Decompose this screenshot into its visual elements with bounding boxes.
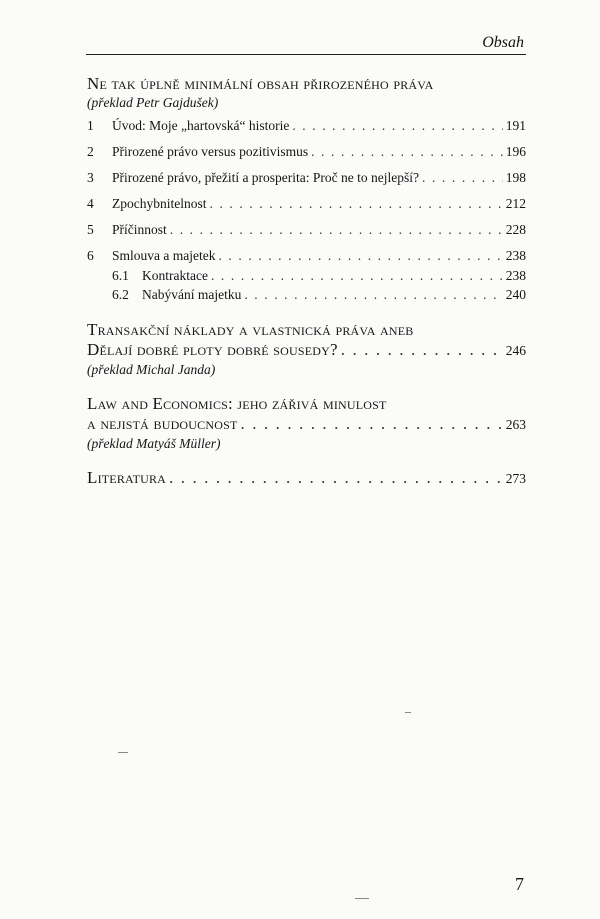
toc-entry-chapter-4[interactable] xyxy=(87,194,526,214)
chapter-title: Zpochybnitelnost xyxy=(112,196,207,211)
dot-leader xyxy=(341,340,503,360)
page-ref: 273 xyxy=(505,471,526,486)
chapter-number: 4 xyxy=(87,196,94,211)
chapter-number: 2 xyxy=(87,144,94,159)
page-ref: 238 xyxy=(505,268,526,283)
page-ref: 238 xyxy=(505,248,526,263)
toc-entry-chapter-3[interactable] xyxy=(87,168,526,188)
translator-credit: (překlad Matyáš Müller) xyxy=(87,436,221,451)
dot-leader xyxy=(292,116,502,136)
section-title: Ne tak úplně minimální obsah přirozeného práva xyxy=(87,74,434,93)
dot-leader xyxy=(422,168,503,188)
subchapter-number: 6.1 xyxy=(112,268,129,283)
section-transaction-costs[interactable] xyxy=(87,320,526,378)
page-ref: 246 xyxy=(505,343,526,358)
translator-credit: (překlad Michal Janda) xyxy=(87,362,216,377)
page-ref: 198 xyxy=(505,170,526,185)
chapter-title: Úvod: Moje „hartovská“ historie xyxy=(112,118,290,133)
page-ref: 212 xyxy=(505,196,526,211)
section-title-line-1: Law and Economics: jeho zářivá minulost xyxy=(87,394,387,413)
dot-leader xyxy=(218,246,502,266)
dot-leader xyxy=(241,414,503,434)
chapter-title: Přirozené právo versus pozitivismus xyxy=(112,144,309,159)
running-head: Obsah xyxy=(482,34,524,51)
section-title-line-2: Dělají dobré ploty dobré sousedy? xyxy=(87,340,338,359)
chapter-title: Přirozené právo, přežití a prosperita: Proč ne to nejlepší? xyxy=(112,170,420,185)
chapter-number: 5 xyxy=(87,222,94,237)
section-title-line-1: Transakční náklady a vlastnická práva aneb xyxy=(87,320,414,339)
toc-entry-subchapter-6-1[interactable] xyxy=(87,266,526,285)
header-rule xyxy=(86,54,526,55)
dot-leader xyxy=(244,285,502,304)
dot-leader xyxy=(170,220,503,240)
subchapter-title: Nabývání majetku xyxy=(142,287,242,302)
section-title: Literatura xyxy=(87,468,167,487)
section-title-line-2: a nejistá budoucnost xyxy=(87,414,238,433)
chapter-number: 1 xyxy=(87,118,94,133)
page-ref: 263 xyxy=(505,417,526,432)
subchapter-title: Kontraktace xyxy=(142,268,208,283)
section-title-line-2-row xyxy=(87,414,526,435)
toc-entry-chapter-2[interactable] xyxy=(87,142,526,162)
chapter-title: Smlouva a majetek xyxy=(112,248,216,263)
chapter-number: 6 xyxy=(87,248,94,263)
scan-speck xyxy=(405,712,411,713)
page-ref: 196 xyxy=(505,144,526,159)
scan-speck xyxy=(355,898,369,899)
subchapter-number: 6.2 xyxy=(112,287,129,302)
toc-entry-chapter-1[interactable] xyxy=(87,116,526,136)
page-number: 7 xyxy=(515,874,524,894)
dot-leader xyxy=(169,468,503,488)
translator-credit: (překlad Petr Gajdušek) xyxy=(87,95,219,110)
page-ref: 191 xyxy=(505,118,526,133)
chapter-number: 3 xyxy=(87,170,94,185)
table-of-contents xyxy=(87,74,526,489)
section-title-line-2-row xyxy=(87,340,526,361)
section-title-row xyxy=(87,468,526,489)
dot-leader xyxy=(211,266,503,285)
scan-speck xyxy=(118,752,128,753)
dot-leader xyxy=(311,142,503,162)
section-law-and-economics[interactable] xyxy=(87,394,526,452)
section-natural-law xyxy=(87,74,526,304)
toc-entry-chapter-6[interactable] xyxy=(87,246,526,266)
toc-entry-subchapter-6-2[interactable] xyxy=(87,285,526,304)
toc-entry-chapter-5[interactable] xyxy=(87,220,526,240)
page-ref: 228 xyxy=(505,222,526,237)
dot-leader xyxy=(210,194,503,214)
chapter-title: Příčinnost xyxy=(112,222,167,237)
page-ref: 240 xyxy=(505,287,526,302)
section-literature[interactable] xyxy=(87,468,526,489)
